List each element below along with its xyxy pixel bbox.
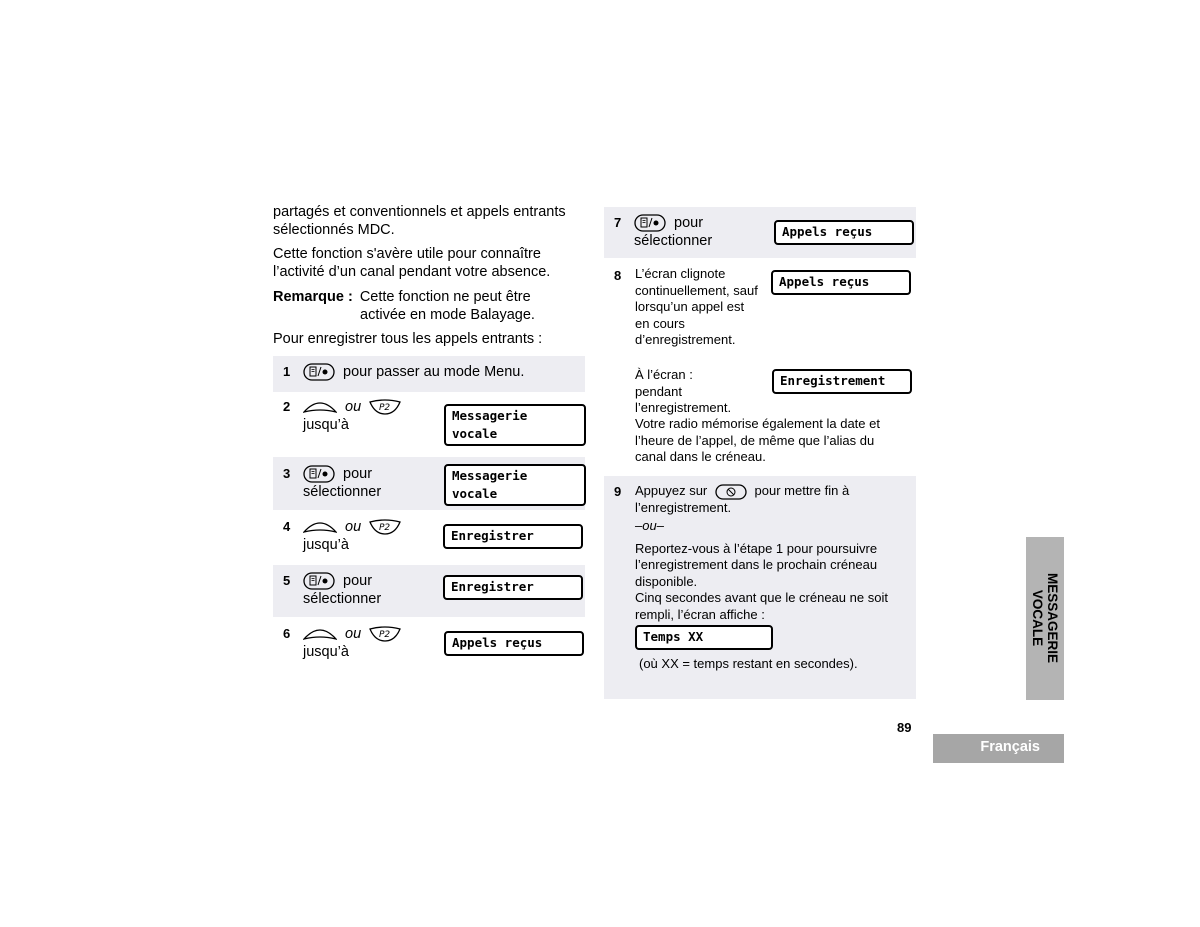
section-side-tab bbox=[1026, 537, 1064, 700]
step-9-first-line bbox=[635, 483, 910, 500]
text-line: À l’écran : bbox=[635, 367, 693, 382]
menu-select-key-icon bbox=[303, 363, 335, 381]
step-text: sélectionner bbox=[303, 484, 382, 501]
intro-paragraph-2 bbox=[273, 245, 593, 281]
text-line: partagés et conventionnels et appels entrants bbox=[273, 204, 566, 220]
step-number: 8 bbox=[614, 268, 622, 283]
intro-paragraph-1 bbox=[273, 203, 593, 239]
lcd-line: Messagerie bbox=[452, 468, 528, 483]
lcd-display bbox=[772, 369, 912, 394]
text-line: d’enregistrement. bbox=[635, 332, 736, 347]
page-number: 89 bbox=[897, 720, 912, 735]
step-text: pour passer au mode Menu. bbox=[343, 364, 525, 380]
text-line: continuellement, sauf bbox=[635, 282, 758, 298]
step-number: 5 bbox=[283, 573, 291, 588]
home-key-icon bbox=[715, 484, 747, 500]
step-8-text-c bbox=[635, 416, 910, 466]
step-number: 7 bbox=[614, 215, 622, 230]
step-text: jusqu’à bbox=[303, 417, 349, 433]
or-text: ou bbox=[345, 399, 362, 415]
step-text: sélectionner bbox=[303, 591, 382, 608]
text-line: l’enregistrement. bbox=[635, 400, 732, 415]
intro-paragraph-3: Pour enregistrer tous les appels entrants : bbox=[273, 331, 543, 347]
menu-select-key-icon bbox=[303, 572, 335, 590]
lcd-display bbox=[635, 625, 773, 650]
lcd-line: Appels reçus bbox=[782, 224, 873, 239]
lcd-line: Enregistrer bbox=[451, 579, 534, 594]
step-2-instruction bbox=[303, 398, 401, 434]
lcd-line: Enregistrement bbox=[780, 373, 886, 388]
lcd-line: Appels reçus bbox=[779, 274, 870, 289]
step-text: pour bbox=[674, 215, 704, 231]
text-line: en cours bbox=[635, 315, 685, 331]
step-9-text bbox=[635, 483, 910, 623]
step-number: 3 bbox=[283, 466, 291, 481]
lcd-display bbox=[443, 575, 583, 600]
p2-key-icon bbox=[369, 399, 401, 415]
side-tab-line: MESSAGERIE bbox=[1045, 572, 1060, 664]
step-number: 4 bbox=[283, 519, 291, 534]
side-tab-line: VOCALE bbox=[1030, 589, 1045, 647]
step-text: jusqu’à bbox=[303, 537, 349, 553]
menu-select-key-icon bbox=[303, 465, 335, 483]
text-line: Cinq secondes avant que le créneau ne soit bbox=[635, 590, 888, 606]
step-8-text-b bbox=[635, 367, 775, 417]
text-line: Votre radio mémorise également la date et bbox=[635, 416, 880, 431]
lcd-display bbox=[774, 220, 914, 245]
text-line: rempli, l’écran affiche : bbox=[635, 606, 765, 622]
text-line: disponible. bbox=[635, 573, 698, 589]
lcd-line: vocale bbox=[452, 426, 498, 441]
language-tab bbox=[933, 734, 1064, 763]
lcd-display bbox=[771, 270, 911, 295]
scroll-key-icon bbox=[303, 399, 337, 415]
remark-label: Remarque : bbox=[273, 289, 353, 305]
lcd-line: Enregistrer bbox=[451, 528, 534, 543]
text-line: Reportez-vous à l’étape 1 pour poursuivre bbox=[635, 540, 878, 556]
or-text: ou bbox=[345, 519, 362, 535]
step-4-instruction bbox=[303, 518, 401, 554]
step-8-text-a bbox=[635, 266, 775, 349]
text-line: l’enregistrement dans le prochain créneau bbox=[635, 557, 878, 573]
lcd-display bbox=[444, 404, 586, 446]
step-text: pour bbox=[343, 466, 373, 482]
or-text: ou bbox=[345, 626, 362, 642]
text-fragment: pour mettre fin à bbox=[754, 483, 850, 498]
step-text: jusqu’à bbox=[303, 644, 349, 660]
scroll-key-icon bbox=[303, 519, 337, 535]
svg-text:P2: P2 bbox=[379, 630, 391, 641]
lcd-line: Temps XX bbox=[643, 629, 704, 644]
scroll-key-icon bbox=[303, 626, 337, 642]
lcd-display bbox=[444, 464, 586, 506]
remark bbox=[273, 288, 593, 324]
step-number: 2 bbox=[283, 399, 291, 414]
step-number: 6 bbox=[283, 626, 291, 641]
step-number: 1 bbox=[283, 364, 291, 379]
text-line: L’écran clignote bbox=[635, 266, 726, 281]
menu-select-key-icon bbox=[634, 214, 666, 232]
remark-text-1: Cette fonction ne peut être bbox=[359, 289, 531, 305]
step-number: 9 bbox=[614, 484, 622, 499]
text-line: lorsqu’un appel est bbox=[635, 299, 745, 314]
p2-key-icon bbox=[369, 626, 401, 642]
text-line: Cette fonction s'avère utile pour connaître bbox=[273, 246, 541, 262]
text-line: pendant bbox=[635, 383, 682, 399]
text-line: canal dans le créneau. bbox=[635, 449, 766, 464]
step-text: sélectionner bbox=[634, 233, 713, 250]
step-5-instruction bbox=[303, 572, 381, 608]
lcd-display bbox=[444, 631, 584, 656]
lcd-line: vocale bbox=[452, 486, 498, 501]
p2-key-icon bbox=[369, 519, 401, 535]
text-line: l’enregistrement. bbox=[635, 499, 732, 515]
step-6-instruction bbox=[303, 625, 401, 661]
text-line: l’activité d’un canal pendant votre absence. bbox=[273, 264, 551, 280]
lcd-line: Messagerie bbox=[452, 408, 528, 423]
step-1-instruction bbox=[303, 363, 524, 381]
step-text: pour bbox=[343, 573, 373, 589]
language-tab-label: Français bbox=[980, 739, 1040, 755]
lcd-line: Appels reçus bbox=[452, 635, 543, 650]
step-3-instruction bbox=[303, 465, 381, 501]
svg-text:P2: P2 bbox=[379, 523, 391, 534]
text-line: sélectionnés MDC. bbox=[273, 222, 395, 238]
or-text: –ou– bbox=[635, 518, 664, 534]
lcd-display bbox=[443, 524, 583, 549]
text-line: l’heure de l’appel, de même que l’alias du bbox=[635, 432, 875, 448]
svg-text:P2: P2 bbox=[379, 403, 391, 414]
step-9-note: (où XX = temps restant en secondes). bbox=[639, 656, 858, 671]
text-fragment: Appuyez sur bbox=[635, 483, 708, 498]
remark-text-2: activée en mode Balayage. bbox=[360, 307, 535, 323]
side-tab-label bbox=[1030, 573, 1060, 663]
step-7-instruction bbox=[634, 214, 712, 250]
